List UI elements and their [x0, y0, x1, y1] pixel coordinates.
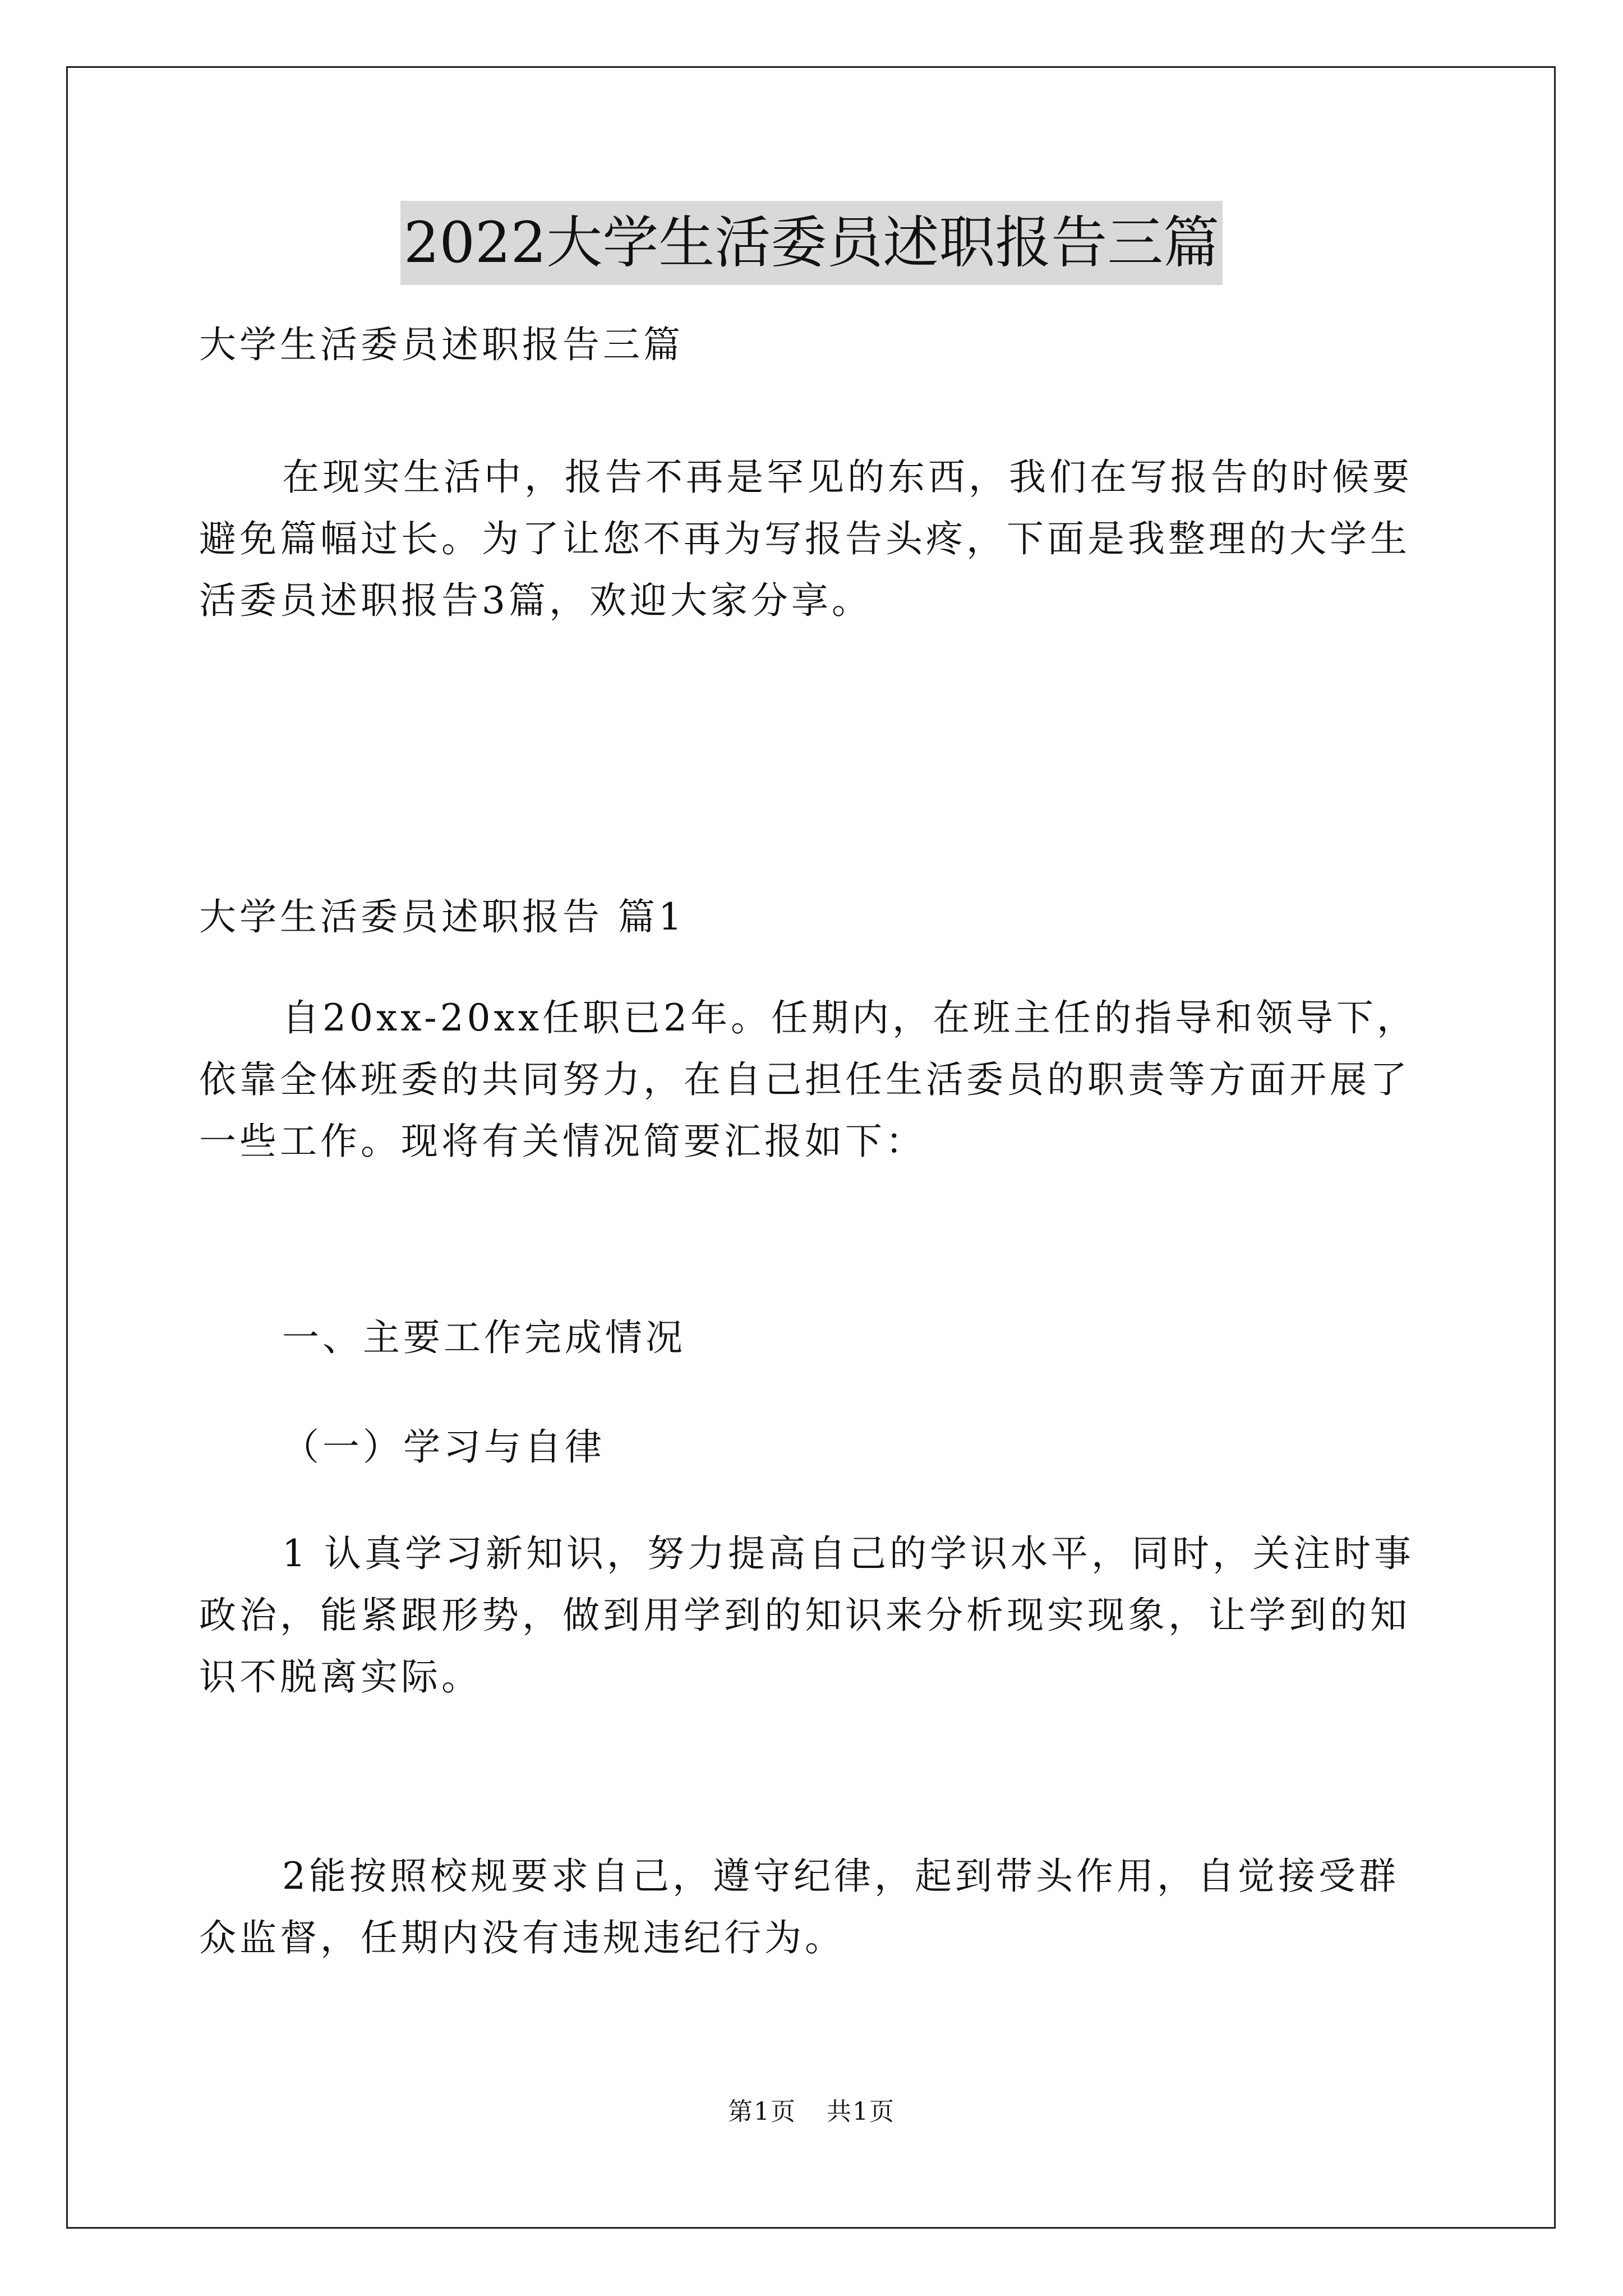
paragraph-1: 自20xx-20xx任职已2年。任期内，在班主任的指导和领导下，依靠全体班委的共同努力，在自己担任生活委员的职责等方面开展了一些工作。现将有关情况简要汇报如下： [199, 996, 1417, 1163]
intro-paragraph: 在现实生活中，报告不再是罕见的东西，我们在写报告的时候要避免篇幅过长。为了让您不再为写报告头疼，下面是我整理的大学生活委员述职报告3篇，欢迎大家分享。 [199, 455, 1413, 622]
page-total: 共1页 [827, 2097, 895, 2126]
list-item-1: 1 认真学习新知识，努力提高自己的学识水平，同时，关注时事政治，能紧跟形势，做到用学到的知识来分析现实现象，让学到的知识不脱离实际。 [199, 1532, 1414, 1699]
heading-study: （一）学习与自律 [282, 1425, 605, 1469]
page-number: 第1页 [728, 2097, 796, 2126]
heading-main-work: 一、主要工作完成情况 [282, 1316, 686, 1359]
section-heading: 大学生活委员述职报告 篇1 [199, 895, 685, 938]
document-title-text: 2022大学生活委员述职报告三篇 [400, 201, 1223, 285]
list-item-2: 2能按照校规要求自己，遵守纪律，起到带头作用，自觉接受群众监督，任期内没有违规违纪行为。 [199, 1855, 1399, 1959]
document-subtitle: 大学生活委员述职报告三篇 [199, 323, 684, 366]
page-footer [0, 2095, 1623, 2129]
document-title [0, 201, 1623, 285]
